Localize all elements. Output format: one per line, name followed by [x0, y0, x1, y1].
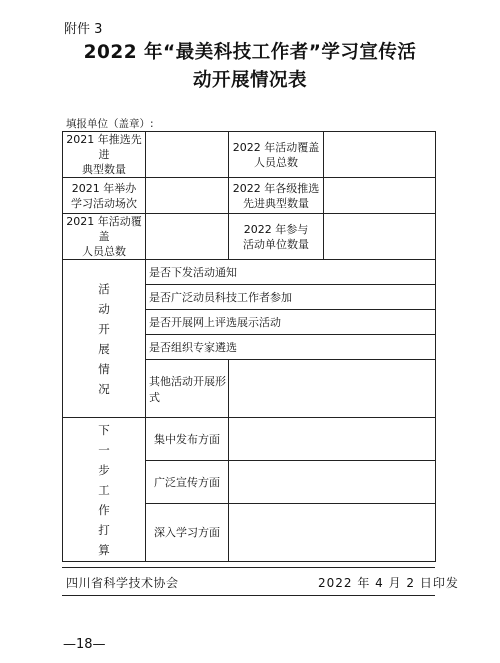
- question-mobilize-workers[interactable]: 是否广泛动员科技工作者参加: [146, 285, 436, 310]
- next-step-plan-label: 下 一 步 工 作 打 算: [63, 418, 146, 562]
- question-notice-issued[interactable]: 是否下发活动通知: [146, 260, 436, 285]
- label-2021-coverage-total: 2021 年活动覆盖 人员总数: [63, 214, 146, 260]
- value-2021-coverage-total[interactable]: [146, 214, 229, 260]
- page-number: —18—: [63, 637, 106, 652]
- page-title-line-2: 动开展情况表: [192, 70, 307, 91]
- report-form-table: [62, 131, 436, 562]
- plan-publicity-label: 广泛宣传方面: [146, 461, 229, 504]
- page-title-line-1: 2022 年“最美科技工作者”学习宣传活: [83, 42, 417, 63]
- fill-unit-label: 填报单位（盖章）:: [66, 118, 154, 130]
- value-2021-activity-sessions[interactable]: [146, 178, 229, 214]
- label-2022-selected-count: 2022 年各级推选 先进典型数量: [229, 178, 324, 214]
- question-expert-review[interactable]: 是否组织专家遴选: [146, 335, 436, 360]
- plan-publicity-value[interactable]: [229, 461, 436, 504]
- other-activity-forms-label: 其他活动开展形式: [146, 360, 229, 418]
- label-2021-advanced-count: 2021 年推选先进 典型数量: [63, 132, 146, 178]
- plan-in-depth-study-label: 深入学习方面: [146, 504, 229, 562]
- issue-date: 2022 年 4 月 2 日印发: [318, 576, 459, 590]
- value-2021-advanced-count[interactable]: [146, 132, 229, 178]
- activity-status-label: 活 动 开 展 情 况: [63, 260, 146, 418]
- question-online-selection[interactable]: 是否开展网上评选展示活动: [146, 310, 436, 335]
- value-2022-coverage-total[interactable]: [324, 132, 436, 178]
- plan-centralized-release-value[interactable]: [229, 418, 436, 461]
- value-2022-selected-count[interactable]: [324, 178, 436, 214]
- label-2022-coverage-total: 2022 年活动覆盖 人员总数: [229, 132, 324, 178]
- footer-rule-bottom: [62, 595, 435, 596]
- plan-centralized-release-label: 集中发布方面: [146, 418, 229, 461]
- footer-rule-top: [62, 567, 435, 568]
- attachment-label: 附件 3: [64, 22, 103, 37]
- value-2022-participating-units[interactable]: [324, 214, 436, 260]
- issuing-organization: 四川省科学技术协会: [66, 576, 179, 590]
- label-2021-activity-sessions: 2021 年举办 学习活动场次: [63, 178, 146, 214]
- other-activity-forms-value[interactable]: [229, 360, 436, 418]
- plan-in-depth-study-value[interactable]: [229, 504, 436, 562]
- label-2022-participating-units: 2022 年参与 活动单位数量: [229, 214, 324, 260]
